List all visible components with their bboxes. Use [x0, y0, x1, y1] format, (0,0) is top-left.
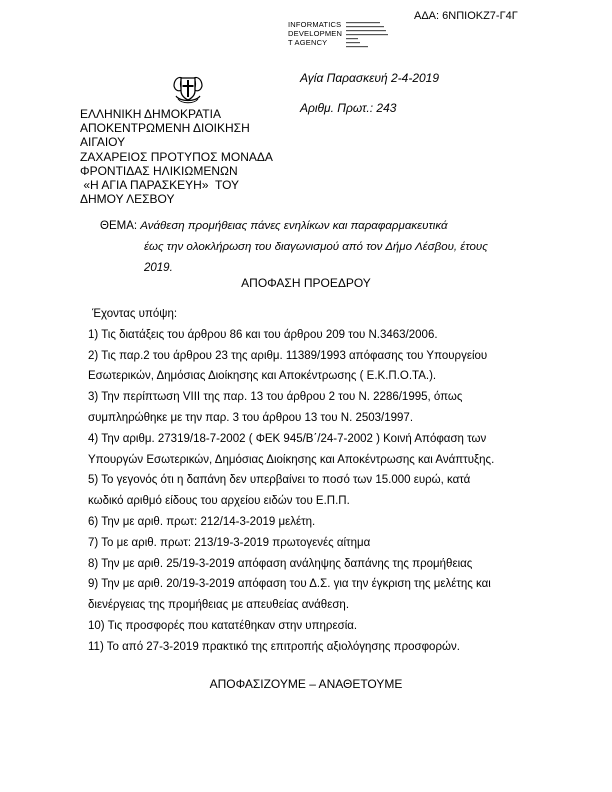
stamp-line: INFORMATICS: [288, 20, 342, 29]
considering-item: 11) Το από 27-3-2019 πρακτικό της επιτροπής αξιολόγησης προσφορών.: [88, 640, 460, 653]
considering-item: 10) Τις προσφορές που κατατέθηκαν στην υπηρεσία.: [88, 619, 358, 632]
authority-line: ΑΠΟΚΕΝΤΡΩΜΕΝΗ ΔΙΟΙΚΗΣΗ: [80, 121, 250, 136]
authority-line: «Η ΑΓΙΑ ΠΑΡΑΣΚΕΥΗ» ΤΟΥ: [80, 178, 240, 193]
considering-item: 8) Την με αριθ. 25/19-3-2019 απόφαση ανάληψης δαπάνης της προμήθειας: [88, 557, 473, 570]
authority-line: ΔΗΜΟΥ ΛΕΣΒΟΥ: [80, 192, 175, 207]
stamp-agency-name: [288, 20, 342, 47]
considering-item: 7) Το με αριθ. πρωτ: 213/19-3-2019 πρωτογενές αίτημα: [88, 536, 371, 549]
subject-line: έως την ολοκλήρωση του διαγωνισμού από τον Δήμο Λέσβου, έτους: [144, 241, 488, 253]
authority-line: ΦΡΟΝΤΙΔΑΣ ΗΛΙΚΙΩΜΕΝΩΝ: [80, 163, 238, 178]
considering-item: 5) Το γεγονός ότι η δαπάνη δεν υπερβαίνει το ποσό των 15.000 ευρώ, κατά: [88, 474, 471, 487]
protocol-number: Αριθμ. Πρωτ.: 243: [300, 101, 397, 115]
considering-item: 2) Τις παρ.2 του άρθρου 23 της αριθμ. 11389/1993 απόφασης του Υπουργείου: [88, 349, 488, 362]
decide-heading: ΑΠΟΦΑΣΙΖΟΥΜΕ – ΑΝΑΘΕΤΟΥΜΕ: [209, 677, 403, 691]
subject-block: [100, 216, 488, 279]
coat-of-arms-icon: [172, 72, 204, 106]
considering-item: 4) Την αριθμ. 27319/18-7-2002 ( ΦΕΚ 945/Β΄/24-7-2002 ) Κοινή Απόφαση των: [88, 432, 487, 445]
subject-line: 2019.: [144, 262, 173, 274]
authority-line: ΕΛΛΗΝΙΚΗ ΔΗΜΟΚΡΑΤΙΑ: [80, 107, 221, 121]
considering-item: 1) Τις διατάξεις του άρθρου 86 και του άρθρου 209 του Ν.3463/2006.: [88, 328, 438, 341]
ada-code: ΑΔΑ: 6ΝΠΙΟΚΖ7-Γ4Γ: [414, 10, 518, 22]
stamp-fine-print: [346, 20, 396, 50]
stamp-line: DEVELOPMEN: [288, 29, 343, 38]
decision-title: ΑΠΟΦΑΣΗ ΠΡΟΕΔΡΟΥ: [241, 276, 371, 290]
considering-item: 9) Την με αριθ. 20/19-3-2019 απόφαση του Δ.Σ. για την έγκριση της μελέτης και: [88, 578, 491, 591]
digital-signature-stamp: [288, 20, 396, 50]
subject-label: ΘΕΜΑ:: [100, 220, 138, 232]
subject-text: Ανάθεση προμήθειας πάνες ενηλίκων και παραφαρμακευτικά: [140, 220, 448, 232]
considering-item-cont: κωδικό αριθμό είδους του αρχείου ειδών του Ε.Π.Π.: [88, 495, 350, 508]
considering-item-cont: Υπουργών Εσωτερικών, Δημόσιας Διοίκησης και Αποκέντρωσης και Ανάπτυξης.: [88, 453, 495, 466]
considering-item: 3) Την περίπτωση VIII της παρ. 13 του άρθρου 2 του Ν. 2286/1995, όπως: [88, 391, 463, 404]
authority-line: ΑΙΓΑΙΟΥ: [80, 135, 126, 150]
subject-line: [100, 216, 488, 237]
considering-item-cont: Εσωτερικών, Δημόσιας Διοίκησης και Αποκέντρωσης ( Ε.Κ.Π.Ο.ΤΑ.).: [88, 370, 437, 383]
stamp-line: T AGENCY: [288, 38, 328, 47]
considering-item: 6) Την με αριθ. πρωτ: 212/14-3-2019 μελέτη.: [88, 515, 316, 528]
issuing-authority: [80, 107, 273, 206]
considering-list: [88, 304, 494, 658]
document-date: Αγία Παρασκευή 2-4-2019: [300, 71, 440, 85]
considering-item-cont: διενέργειας της προμήθειας με απευθείας ανάθεση.: [88, 599, 350, 612]
authority-line: ΖΑΧΑΡΕΙΟΣ ΠΡΟΤΥΠΟΣ ΜΟΝΑΔΑ: [80, 149, 273, 164]
considering-item-cont: συμπληρώθηκε με την παρ. 3 του άρθρου 13 του Ν. 2503/1997.: [88, 411, 414, 424]
considering-intro: Έχοντας υπόψη:: [92, 308, 178, 320]
